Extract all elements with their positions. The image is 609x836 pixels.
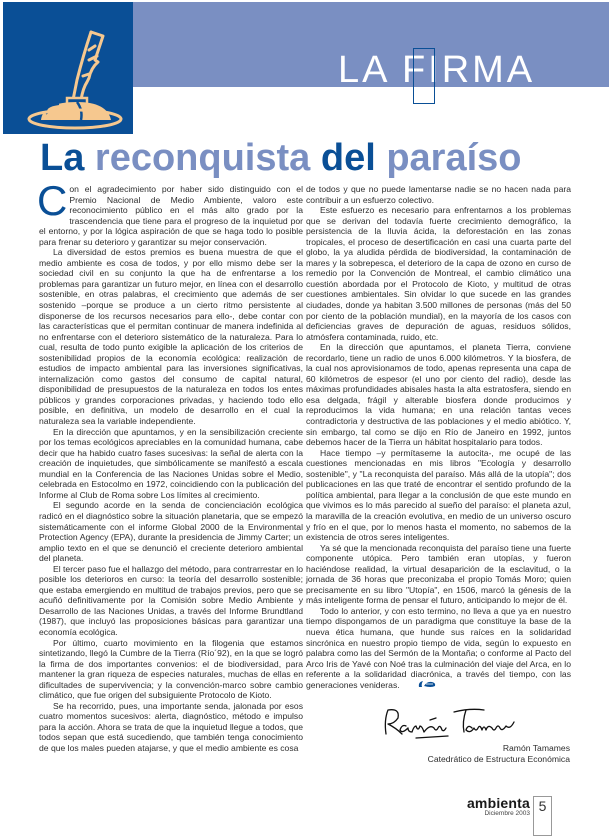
magazine-name: ambienta	[466, 795, 530, 811]
title-part: del	[320, 137, 387, 179]
paragraph: de todos y que no puede lamentarse nadie se no hacen nada para contribuir a un esfuerzo colectivo.	[306, 184, 571, 205]
drop-cap: C	[37, 177, 68, 224]
page-number: 5	[538, 798, 547, 814]
paragraph	[306, 606, 571, 691]
title-part: paraíso	[386, 137, 522, 179]
paragraph-text: Todo lo anterior, y con esto termino, no lleva a que ya en nuestro tiempo dispongamos de un paradigma que constituye la base de la nueva ética humana, que hunde sus raíces en la solidaridad sincrónica en nuestro propio tiempo de vida, según lo expuesto en palabra como las del Sermón de la Montaña; o conforme al Pacto del Arco Iris de Yavé con Noé tras la culminación del viaje del Arca, en lo referente a la solidaridad diacrónica, a través del tiempo, con las generaciones venideras.	[306, 605, 571, 690]
author-name: Ramón Tamames	[502, 743, 570, 753]
quill-inkwell-icon	[3, 2, 133, 134]
footer-brand	[440, 796, 530, 818]
author-role: Catedrático de Estructura Económica	[427, 754, 570, 764]
paragraph: Por último, cuarto movimiento en la filogenia que estamos sintetizando, llegó la Cumbre de la Tierra (Río´92), en la que se logró la firma de dos importantes convenios: el de biodiversidad, para mantener la gran riqueza de especies naturales, muchas de ellas en dificultades de supervivencia; y la convención-marco sobre cambio climático, que fue origen del subsiguiente Protocolo de Kioto.	[39, 637, 303, 701]
article-column-right	[306, 184, 571, 691]
handwritten-signature	[380, 706, 530, 740]
paragraph: El segundo acorde en la senda de concienciación ecológica radicó en el diagnóstico sobre la situación planetaria, que se empezó sistemáticamente con el informe Global 2000 de la Environmental Protection Agency (EPA), durante la presidencia de Jimmy Carter; un amplio texto en el que se denunció el creciente deterioro ambiental del planeta.	[39, 500, 303, 564]
paragraph: En la dirección que apuntamos, y en la sensibilización creciente por los temas ecológicos apreciables en la comunidad humana, cabe decir que ha habido cuatro fases sucesivas: la señal de alerta con la creación de inquietudes, que simbólicamente se manifestó a escala mundial en la Conferencia de las Naciones Unidas sobre el Medio, celebrada en Estocolmo en 1972, coincidiendo con la publicación del Informe al Club de Roma sobre Los límites al crecimiento.	[39, 426, 303, 500]
paragraph	[37, 177, 303, 247]
paragraph: Este esfuerzo es necesario para enfrentarnos a los problemas que se derivan del todavía fuerte crecimiento demográfico, la persistencia de la lluvia ácida, la deforestación en las zonas tropicales, el proceso de desertificación en casi una cuarta parte del globo, la ya aludida pérdida de biodiversidad, la contaminación de mares y la sobrepesca, el deterioro de la capa de ozono en curso de remedio por la Convención de Montreal, el cambio climático una cuestión abordada por el Protocolo de Kioto, y multitud de otras cuestiones ambientales. Sin olvidar lo que sucede en las grandes ciudades, donde ya habitan 3.500 millones de personas (más del 50 por ciento de la población mundial), en la mayoría de los casos con deficiencias graves de depuración de aguas, residuos sólidos, atmósfera contaminada, ruido, etc.	[306, 205, 571, 342]
paragraph: Hace tiempo –y permítaseme la autocita-, me ocupé de las cuestiones mencionadas en mis libros "Ecología y desarrollo sostenible", y "La reconquista del paraíso. Más allá de la utopía"; dos publicaciones en las que traté de encontrar el sentido profundo de la política ambiental, para llegar a la conclusión de que este mundo en que vivimos es lo más parecido al sueño del paraíso: el planeta azul, la maravilla de la creación evolutiva, en medio de un universo oscuro y frío en el que, por lo menos hasta el momento, no sabemos de la existencia de otros seres inteligentes.	[306, 447, 571, 543]
page-number-box	[533, 796, 552, 836]
paragraph: El tercer paso fue el hallazgo del método, para contrarrestar en lo posible los deterioros en curso: la teoría del desarrollo sostenible; que estaba emergiendo en multitud de trabajos previos, pero que se acuñó definitivamente por la Comisión sobre Medio Ambiente y Desarrollo de las Naciones Unidas, a través del Informe Brundtland (1987), que incluyó las proposiciones básicas para garantizar una economía ecológica.	[39, 563, 303, 637]
issue-date: Diciembre 2003	[484, 810, 530, 817]
title-part: La	[40, 137, 95, 179]
paragraph: La diversidad de estos premios es buena muestra de que el medio ambiente es cosa de todos, y por ello mismo debe ser la sociedad civil en su conjunto la que ha de enfrentarse a los problemas para garantizar un futuro mejor, en línea con el desarrollo sostenible, en otras palabras, el crecimiento que además de ser sostenido –porque se produce a un cierto ritmo persistente al disponerse de los recursos necesarios para ello-, debe contar con las características que el permitan continuar de manera indefinida al no enfrentarse con el deterioro sistemático de la naturaleza. Para lo cual, resulta de todo punto exigible la aplicación de los criterios de sostenibilidad propios de la economía ecológica: realización de estudios de impacto ambiental para las inversiones significativas, internalización como gastos del consumo de capital natural, disponibilidad de presupuestos de la naturaleza en todos los entes públicos y grandes corporaciones privadas, y haciendo todo ello posible, en definitiva, un modelo de desarrollo en el cual la naturaleza sea la variable independiente.	[39, 247, 303, 427]
paragraph: En la dirección que apuntamos, el planeta Tierra, conviene recordarlo, tiene un radio de unos 6.000 kilómetros. Y la biosfera, de la cual nos aprovisionamos de todo, apenas representa una capa de 60 kilómetros de espesor (el uno por ciento del radio), desde las máximas profundidades abisales hasta la alta estratosfera, siendo en esa delgada, frágil y alterable biosfera donde producimos y reproducimos la vida humana; en una relación tantas veces contradictoria y destructiva de las poblaciones y el medio abiótico. Y, sin embargo, tal como se dijo en Río de Janeiro en 1992, juntos debemos hacer de la Tierra un hábitat hospitalario para todos.	[306, 342, 571, 448]
paragraph-text: on el agradecimiento por haber sido distinguido con el Premio Nacional de Medio Ambiente, valoro este reconocimiento público en el más alto grado por la trascendencia que tiene para el progreso de la inquietud por el entorno, y por la lógica aspiración de que se haga todo lo posible para frenar su deterioro y garantizar su mejor conservación.	[39, 184, 303, 247]
text-cursor-marker	[413, 48, 435, 104]
paragraph: Ya sé que la mencionada reconquista del paraíso tiene una fuerte componente utópica. Pero también eran utopías, y fueron haciéndose realidad, la virtual desaparición de la esclavitud, o la jornada de 36 horas que preconizaba el propio Tomás Moro; quien precisamente en su libro "Utopía", en 1506, marcó la génesis de la más inteligente forma de pensar el futuro, anticipando lo mejor de él.	[306, 542, 571, 606]
magazine-end-mark-icon	[403, 680, 437, 692]
article-title	[40, 138, 522, 180]
paragraph: Se ha recorrido, pues, una importante senda, jalonada por esos cuatro momentos sucesivos: alerta, diagnóstico, método e impulso para la acción. Ahora se trata de que la inquietud llegue a todos, que todos sepan que está sucediendo, que también tenga conocimiento de que los males pueden atajarse, y que el medio ambiente es cosa	[39, 700, 303, 753]
title-part: reconquista	[94, 137, 321, 179]
article-column-left	[37, 177, 303, 754]
section-logo	[3, 2, 133, 134]
section-title: LA FIRMA	[338, 49, 536, 91]
